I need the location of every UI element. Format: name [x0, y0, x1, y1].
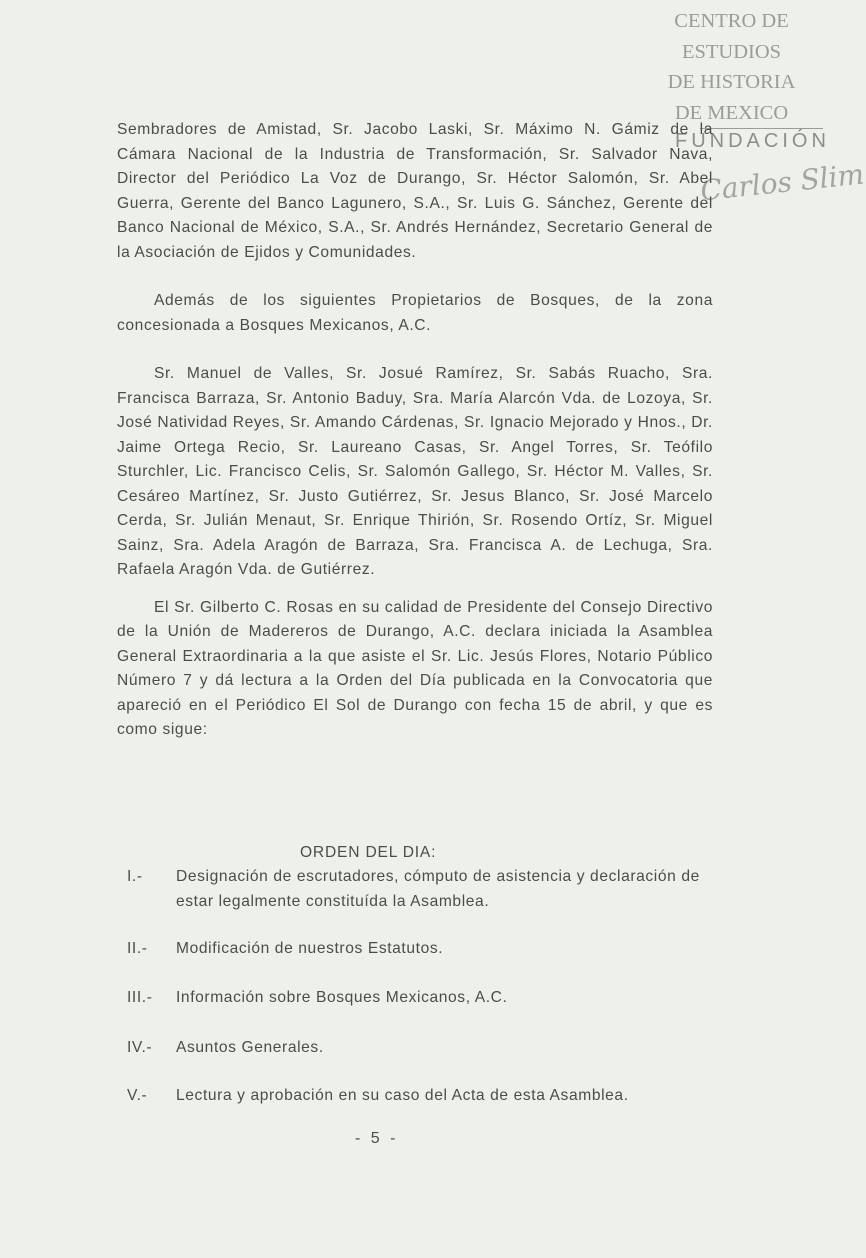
agenda-item-text: Asuntos Generales. [176, 1039, 324, 1056]
paragraph-assembly-opening: El Sr. Gilberto C. Rosas en su calidad de Presidente del Consejo Directivo de la Unión de Madereros de Durango, A.C. declara iniciada la Asamblea General Extraordinaria a la que asiste el Sr. Lic. Jesús Flores, Notario Público Número 7 y dá lectura a la Orden del Día publicada en la Convocatoria que apareció en el Periódico El Sol de Durango con fecha 15 de abril, y que es como sigue: [117, 598, 713, 738]
fundacion-label: FUNDACIÓN [675, 130, 830, 152]
agenda-item [127, 937, 707, 962]
agenda-item-number: III.- [127, 989, 153, 1006]
signature: Carlos Slim [698, 157, 866, 208]
agenda-item-text: Información sobre Bosques Mexicanos, A.C. [176, 989, 508, 1006]
agenda-item-number: V.- [127, 1087, 148, 1104]
agenda-item-text: Modificación de nuestros Estatutos. [176, 940, 444, 957]
agenda-item-text: Lectura y aprobación en su caso del Acta de esta Asamblea. [176, 1087, 629, 1104]
stamp-line: CENTRO DE [674, 10, 789, 32]
paragraph-forest-owners-intro: Además de los siguientes Propietarios de Bosques, de la zona concesionada a Bosques Mexicanos, A.C. [117, 292, 713, 334]
stamp-line: ESTUDIOS [681, 40, 782, 63]
stamp-line: DE HISTORIA [667, 71, 796, 93]
paragraph-forest-owners-list: Sr. Manuel de Valles, Sr. Josué Ramírez, Sr. Sabás Ruacho, Sra. Francisca Barraza, Sr. Antonio Baduy, Sra. María Alarcón Vda. de Lozoya, Sr. José Natividad Reyes, Sr. Amando Cárdenas, Sr. Ignacio Mejorado y Hnos., Dr. Jaime Ortega Recio, Sr. Laureano Casas, Sr. Angel Torres, Sr. Teófilo Sturchler, Lic. Francisco Celis, Sr. Salomón Gallego, Sr. Héctor M. Valles, Sr. Cesáreo Martínez, Sr. Justo Gutiérrez, Sr. Jesus Blanco, Sr. José Marcelo Cerda, Sr. Julián Menaut, Sr. Enrique Thirión, Sr. Rosendo Ortíz, Sr. Miguel Sainz, Sra. Adela Aragón de Barraza, Sra. Francisca A. de Lechuga, Sra. Rafaela Aragón Vda. de Gutiérrez. [117, 365, 713, 578]
agenda-item-number: I.- [127, 868, 143, 885]
paragraph-attendees: Sembradores de Amistad, Sr. Jacobo Laski, Sr. Máximo N. Gámiz de la Cámara Nacional de la Industria de Transformación, Sr. Salvador Nava, Director del Periódico La Voz de Durango, Sr. Héctor Salomón, Sr. Abel Guerra, Gerente del Banco Lagunero, S.A., Sr. Luis G. Sánchez, Gerente del Banco Nacional de México, S.A., Sr. Andrés Hernández, Secretario General de la Asociación de Ejidos y Comunidades. [117, 121, 713, 261]
agenda-item-text: Designación de escrutadores, cómputo de asistencia y declaración de estar legalmente constituída la Asamblea. [176, 868, 700, 910]
agenda-item-number: IV.- [127, 1039, 153, 1056]
archive-stamp [640, 6, 823, 128]
agenda-item [127, 1036, 707, 1061]
stamp-divider [700, 128, 823, 129]
agenda-item [127, 1084, 707, 1109]
stamp-line: DE MEXICO [674, 101, 789, 124]
agenda-title: ORDEN DEL DIA: [300, 844, 437, 861]
page-number: - 5 - [355, 1130, 399, 1147]
agenda-item [127, 865, 707, 914]
document-body [117, 118, 713, 743]
agenda-item [127, 986, 707, 1011]
agenda-item-number: II.- [127, 940, 148, 957]
